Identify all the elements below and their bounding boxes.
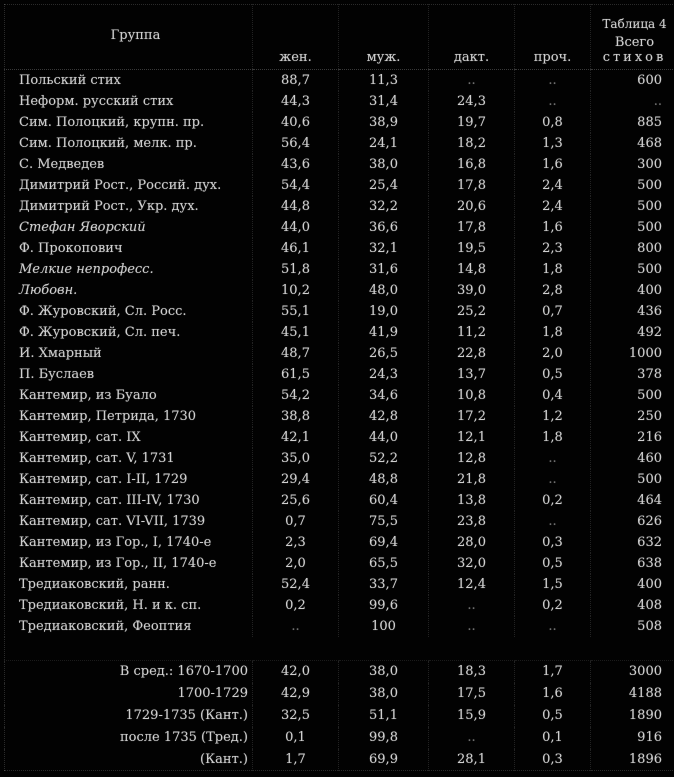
row-label: И. Хмарный xyxy=(19,345,102,361)
cell-percent-value: 35,0 xyxy=(253,448,339,469)
cell-percent-value: 0,5 xyxy=(515,705,591,727)
table-row xyxy=(5,727,674,749)
cell-percent-value: 1,2 xyxy=(515,406,591,427)
cell-total-verses: 632 xyxy=(591,532,674,553)
table-body xyxy=(5,70,674,637)
table-row xyxy=(5,749,674,771)
cell-percent-value: 0,1 xyxy=(515,727,591,749)
cell-percent-value: 55,1 xyxy=(253,301,339,322)
cell-total-verses: 4188 xyxy=(591,683,674,705)
cell-percent-value: 38,0 xyxy=(339,683,429,705)
cell-total-verses: 500 xyxy=(591,196,674,217)
cell-percent-value: 54,2 xyxy=(253,385,339,406)
cell-percent-value: 100 xyxy=(339,616,429,637)
table-row xyxy=(5,385,674,406)
column-header-total-line1: Всего xyxy=(614,35,655,50)
cell-percent-value: .. xyxy=(515,511,591,532)
table-row xyxy=(5,595,674,616)
row-label: Кантемир, из Гор., II, 1740-е xyxy=(19,555,217,571)
table-row xyxy=(5,217,674,238)
cell-percent-value: 48,8 xyxy=(339,469,429,490)
cell-total-verses: 408 xyxy=(591,595,674,616)
column-header-dactylic: дакт. xyxy=(429,5,515,70)
column-header-other: проч. xyxy=(515,5,591,70)
cell-percent-value: 54,4 xyxy=(253,175,339,196)
cell-percent-value: 11,3 xyxy=(339,70,429,91)
cell-percent-value: 44,0 xyxy=(339,427,429,448)
cell-percent-value: 17,8 xyxy=(429,217,515,238)
cell-percent-value: 0,3 xyxy=(515,749,591,771)
cell-percent-value: 24,3 xyxy=(339,364,429,385)
cell-percent-value: .. xyxy=(429,595,515,616)
cell-percent-value: 0,7 xyxy=(515,301,591,322)
cell-percent-value: 13,8 xyxy=(429,490,515,511)
cell-percent-value: 32,0 xyxy=(429,553,515,574)
cell-percent-value: 0,5 xyxy=(515,364,591,385)
cell-percent-value: 40,6 xyxy=(253,112,339,133)
cell-percent-value: 1,6 xyxy=(515,154,591,175)
table-row xyxy=(5,705,674,727)
cell-total-verses: 216 xyxy=(591,427,674,448)
cell-percent-value: .. xyxy=(429,616,515,637)
cell-percent-value: 0,2 xyxy=(515,595,591,616)
row-label: Кантемир, из Буало xyxy=(19,387,157,403)
cell-percent-value: 46,1 xyxy=(253,238,339,259)
header-row xyxy=(5,5,674,70)
table-row xyxy=(5,259,674,280)
cell-percent-value: 16,8 xyxy=(429,154,515,175)
cell-percent-value: 15,9 xyxy=(429,705,515,727)
column-header-total xyxy=(591,5,674,70)
row-label: 1700-1729 xyxy=(177,686,248,701)
table-row xyxy=(5,196,674,217)
cell-total-verses: 300 xyxy=(591,154,674,175)
cell-percent-value: 0,2 xyxy=(253,595,339,616)
cell-percent-value: 20,6 xyxy=(429,196,515,217)
cell-percent-value: 18,2 xyxy=(429,133,515,154)
cell-percent-value: 2,3 xyxy=(253,532,339,553)
cell-percent-value: 19,0 xyxy=(339,301,429,322)
row-label: Кантемир, сат. IX xyxy=(19,429,141,445)
cell-percent-value: .. xyxy=(515,469,591,490)
verse-statistics-table xyxy=(4,4,674,771)
row-label: Кантемир, сат. I-II, 1729 xyxy=(19,471,188,487)
cell-percent-value: 32,5 xyxy=(253,705,339,727)
table-row xyxy=(5,683,674,705)
cell-percent-value: 65,5 xyxy=(339,553,429,574)
cell-percent-value: 2,4 xyxy=(515,175,591,196)
row-label: Кантемир, сат. VI-VII, 1739 xyxy=(19,513,206,529)
row-label: Кантемир, из Гор., I, 1740-е xyxy=(19,534,212,550)
cell-percent-value: 25,4 xyxy=(339,175,429,196)
cell-percent-value: 51,1 xyxy=(339,705,429,727)
cell-percent-value: 1,7 xyxy=(515,661,591,683)
cell-percent-value: 10,2 xyxy=(253,280,339,301)
cell-total-verses: .. xyxy=(591,91,674,112)
cell-percent-value: 29,4 xyxy=(253,469,339,490)
cell-percent-value: 1,8 xyxy=(515,427,591,448)
cell-percent-value: 26,5 xyxy=(339,343,429,364)
table-row xyxy=(5,154,674,175)
row-label: Кантемир, сат. V, 1731 xyxy=(19,450,175,466)
row-label: Ф. Прокопович xyxy=(19,240,123,256)
table-row xyxy=(5,574,674,595)
cell-percent-value: 25,6 xyxy=(253,490,339,511)
cell-percent-value: 1,5 xyxy=(515,574,591,595)
cell-percent-value: .. xyxy=(515,448,591,469)
table-row xyxy=(5,112,674,133)
cell-percent-value: 99,6 xyxy=(339,595,429,616)
cell-percent-value: 39,0 xyxy=(429,280,515,301)
row-label: Кантемир, Петрида, 1730 xyxy=(19,408,197,424)
cell-total-verses: 250 xyxy=(591,406,674,427)
column-header-group: Группа xyxy=(5,5,253,70)
cell-total-verses: 468 xyxy=(591,133,674,154)
cell-percent-value: 88,7 xyxy=(253,70,339,91)
table-row xyxy=(5,448,674,469)
cell-percent-value: 44,0 xyxy=(253,217,339,238)
cell-total-verses: 3000 xyxy=(591,661,674,683)
cell-percent-value: 23,8 xyxy=(429,511,515,532)
cell-percent-value: 1,8 xyxy=(515,259,591,280)
cell-percent-value: 31,4 xyxy=(339,91,429,112)
row-label: (Кант.) xyxy=(200,751,248,767)
cell-percent-value: 2,0 xyxy=(515,343,591,364)
spacer-row xyxy=(5,637,674,661)
cell-total-verses: 1890 xyxy=(591,705,674,727)
table-row xyxy=(5,70,674,91)
cell-percent-value: 10,8 xyxy=(429,385,515,406)
cell-percent-value: 32,1 xyxy=(339,238,429,259)
cell-percent-value: 75,5 xyxy=(339,511,429,532)
cell-total-verses: 626 xyxy=(591,511,674,532)
row-label: Мелкие непрофесс. xyxy=(19,261,154,277)
spacer-cell xyxy=(5,637,674,661)
cell-total-verses: 916 xyxy=(591,727,674,749)
cell-percent-value: 0,4 xyxy=(515,385,591,406)
row-label: Ф. Журовский, Сл. печ. xyxy=(19,324,181,340)
cell-total-verses: 500 xyxy=(591,175,674,196)
cell-percent-value: 69,9 xyxy=(339,749,429,771)
cell-total-verses: 460 xyxy=(591,448,674,469)
row-label: Сим. Полоцкий, крупн. пр. xyxy=(19,114,205,130)
cell-percent-value: 11,2 xyxy=(429,322,515,343)
row-label: Стефан Яворский xyxy=(19,219,146,235)
table-gap xyxy=(5,637,674,661)
cell-total-verses: 492 xyxy=(591,322,674,343)
cell-percent-value: 0,1 xyxy=(253,727,339,749)
cell-percent-value: 1,6 xyxy=(515,217,591,238)
cell-total-verses: 1896 xyxy=(591,749,674,771)
cell-percent-value: 19,5 xyxy=(429,238,515,259)
cell-percent-value: 1,3 xyxy=(515,133,591,154)
table-row xyxy=(5,511,674,532)
row-label: Ф. Журовский, Сл. Росс. xyxy=(19,303,187,319)
row-label: Димитрий Рост., Укр. дух. xyxy=(19,198,199,214)
cell-percent-value: 2,4 xyxy=(515,196,591,217)
table-row xyxy=(5,301,674,322)
cell-percent-value: 0,5 xyxy=(515,553,591,574)
table-row xyxy=(5,322,674,343)
cell-percent-value: 42,8 xyxy=(339,406,429,427)
cell-total-verses: 500 xyxy=(591,259,674,280)
table-row xyxy=(5,238,674,259)
cell-percent-value: 0,2 xyxy=(515,490,591,511)
cell-total-verses: 464 xyxy=(591,490,674,511)
row-label: Тредиаковский, Феоптия xyxy=(19,618,192,634)
cell-percent-value: .. xyxy=(515,616,591,637)
cell-percent-value: 1,8 xyxy=(515,322,591,343)
row-label: после 1735 (Тред.) xyxy=(119,730,248,745)
column-header-masculine: муж. xyxy=(339,5,429,70)
table-row xyxy=(5,661,674,683)
cell-percent-value: 56,4 xyxy=(253,133,339,154)
cell-percent-value: 38,9 xyxy=(339,112,429,133)
cell-percent-value: 18,3 xyxy=(429,661,515,683)
cell-total-verses: 600 xyxy=(591,70,674,91)
table-row xyxy=(5,91,674,112)
cell-percent-value: 34,6 xyxy=(339,385,429,406)
row-label: П. Буслаев xyxy=(19,366,95,382)
cell-percent-value: 14,8 xyxy=(429,259,515,280)
cell-percent-value: 17,5 xyxy=(429,683,515,705)
cell-percent-value: 42,9 xyxy=(253,683,339,705)
cell-percent-value: 44,8 xyxy=(253,196,339,217)
cell-percent-value: 25,2 xyxy=(429,301,515,322)
cell-percent-value: 2,0 xyxy=(253,553,339,574)
cell-percent-value: 0,3 xyxy=(515,532,591,553)
row-label: Неформ. русский стих xyxy=(19,93,174,109)
cell-percent-value: 2,8 xyxy=(515,280,591,301)
row-label: Тредиаковский, ранн. xyxy=(19,576,170,592)
cell-percent-value: 24,3 xyxy=(429,91,515,112)
cell-total-verses: 400 xyxy=(591,280,674,301)
cell-percent-value: 52,2 xyxy=(339,448,429,469)
cell-total-verses: 885 xyxy=(591,112,674,133)
cell-percent-value: 61,5 xyxy=(253,364,339,385)
cell-percent-value: 28,1 xyxy=(429,749,515,771)
table-row xyxy=(5,616,674,637)
cell-percent-value: 42,1 xyxy=(253,427,339,448)
cell-percent-value: 12,1 xyxy=(429,427,515,448)
table-row xyxy=(5,364,674,385)
cell-percent-value: 45,1 xyxy=(253,322,339,343)
cell-total-verses: 508 xyxy=(591,616,674,637)
cell-percent-value: 60,4 xyxy=(339,490,429,511)
cell-total-verses: 638 xyxy=(591,553,674,574)
cell-percent-value: .. xyxy=(429,727,515,749)
column-header-feminine: жен. xyxy=(253,5,339,70)
table-row xyxy=(5,553,674,574)
column-header-total-line2: стихов xyxy=(602,50,667,65)
row-label: Димитрий Рост., Россий. дух. xyxy=(19,177,222,193)
table-header xyxy=(5,5,674,70)
cell-total-verses: 500 xyxy=(591,217,674,238)
cell-percent-value: 28,0 xyxy=(429,532,515,553)
table-row xyxy=(5,490,674,511)
cell-percent-value: 38,0 xyxy=(339,661,429,683)
cell-total-verses: 378 xyxy=(591,364,674,385)
row-label: В сред.: 1670-1700 xyxy=(5,661,253,683)
cell-percent-value: 24,1 xyxy=(339,133,429,154)
cell-percent-value: .. xyxy=(515,91,591,112)
cell-percent-value: 43,6 xyxy=(253,154,339,175)
cell-percent-value: 38,8 xyxy=(253,406,339,427)
cell-percent-value: 33,7 xyxy=(339,574,429,595)
cell-total-verses: 500 xyxy=(591,385,674,406)
cell-percent-value: 22,8 xyxy=(429,343,515,364)
cell-percent-value: 48,0 xyxy=(339,280,429,301)
cell-percent-value: 21,8 xyxy=(429,469,515,490)
cell-percent-value: 44,3 xyxy=(253,91,339,112)
cell-percent-value: 2,3 xyxy=(515,238,591,259)
cell-percent-value: .. xyxy=(253,616,339,637)
table-row xyxy=(5,280,674,301)
cell-percent-value: 38,0 xyxy=(339,154,429,175)
cell-percent-value: 19,7 xyxy=(429,112,515,133)
row-label: Польский стих xyxy=(19,72,121,88)
cell-percent-value: 99,8 xyxy=(339,727,429,749)
cell-percent-value: 32,2 xyxy=(339,196,429,217)
cell-total-verses: 400 xyxy=(591,574,674,595)
cell-percent-value: 17,8 xyxy=(429,175,515,196)
table-summary xyxy=(5,661,674,771)
table-row xyxy=(5,427,674,448)
cell-percent-value: .. xyxy=(515,70,591,91)
cell-percent-value: 69,4 xyxy=(339,532,429,553)
table-caption: Таблица 4 xyxy=(602,17,667,31)
table-row xyxy=(5,469,674,490)
cell-total-verses: 500 xyxy=(591,469,674,490)
cell-percent-value: 12,4 xyxy=(429,574,515,595)
table-row xyxy=(5,175,674,196)
cell-percent-value: 48,7 xyxy=(253,343,339,364)
cell-percent-value: 13,7 xyxy=(429,364,515,385)
cell-percent-value: 41,9 xyxy=(339,322,429,343)
cell-percent-value: .. xyxy=(429,70,515,91)
row-label: С. Медведев xyxy=(19,156,105,172)
table-row xyxy=(5,343,674,364)
row-label: Кантемир, сат. III-IV, 1730 xyxy=(19,492,200,508)
table-row xyxy=(5,406,674,427)
row-label: Сим. Полоцкий, мелк. пр. xyxy=(19,135,197,151)
cell-percent-value: 12,8 xyxy=(429,448,515,469)
cell-percent-value: 36,6 xyxy=(339,217,429,238)
row-label: Любовн. xyxy=(19,282,78,298)
table-row xyxy=(5,532,674,553)
cell-percent-value: 52,4 xyxy=(253,574,339,595)
row-label: 1729-1735 (Кант.) xyxy=(125,708,248,723)
table-row xyxy=(5,133,674,154)
cell-percent-value: 17,2 xyxy=(429,406,515,427)
cell-percent-value: 0,8 xyxy=(515,112,591,133)
cell-percent-value: 1,7 xyxy=(253,749,339,771)
cell-percent-value: 1,6 xyxy=(515,683,591,705)
cell-percent-value: 0,7 xyxy=(253,511,339,532)
cell-percent-value: 42,0 xyxy=(253,661,339,683)
cell-total-verses: 436 xyxy=(591,301,674,322)
cell-total-verses: 1000 xyxy=(591,343,674,364)
cell-total-verses: 800 xyxy=(591,238,674,259)
row-label: Тредиаковский, Н. и к. сп. xyxy=(19,597,202,613)
cell-percent-value: 31,6 xyxy=(339,259,429,280)
cell-percent-value: 51,8 xyxy=(253,259,339,280)
